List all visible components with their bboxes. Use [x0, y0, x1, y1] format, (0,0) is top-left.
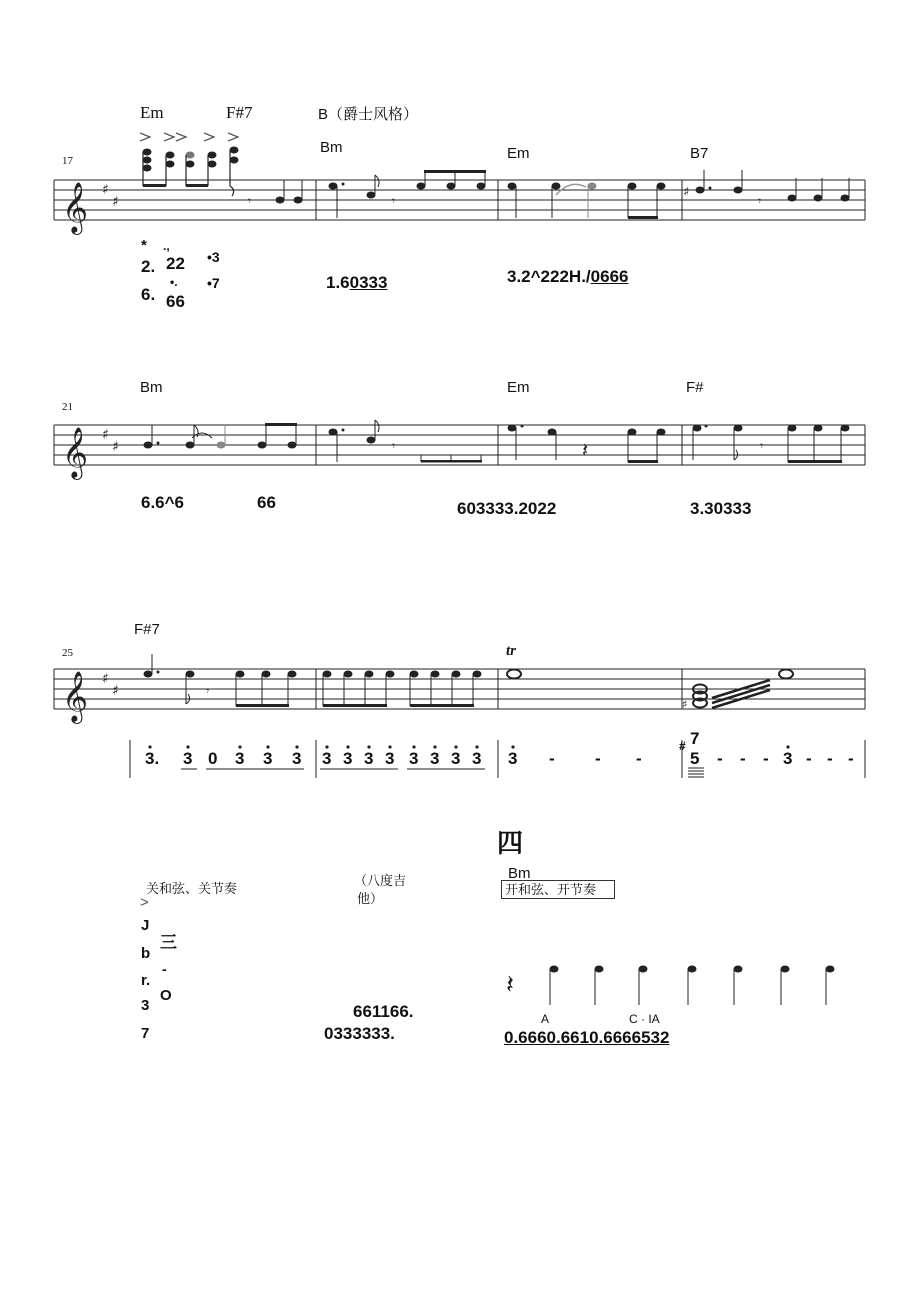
section-label: B（爵士风格） [318, 106, 419, 123]
jianpu-mark: * [141, 237, 147, 254]
jianpu-number: 3.30333 [690, 499, 752, 518]
chord-symbol: B7 [690, 145, 709, 162]
svg-text:♯: ♯ [102, 671, 109, 687]
jianpu-number: 0666 [590, 267, 629, 286]
jianpu-number: 3 [451, 749, 461, 768]
jianpu-dash: - [806, 749, 812, 768]
jianpu-dash: - [763, 749, 769, 768]
jianpu-number: •3 [207, 249, 220, 265]
jianpu-number: 66 [257, 493, 276, 512]
jianpu-number: 3 [292, 749, 302, 768]
jianpu-column: b [141, 945, 151, 962]
jianpu-number: 3 [235, 749, 245, 768]
jianpu-mark: ., [163, 239, 170, 253]
jianpu-number: 3 [263, 749, 273, 768]
chord-symbol: F#7 [226, 103, 253, 122]
jianpu-number: 3 [783, 749, 793, 768]
jianpu-number: 3 [385, 749, 395, 768]
svg-text:♯: ♯ [102, 427, 109, 443]
chord-small: A [541, 1012, 550, 1026]
svg-text:𝄞: 𝄞 [62, 427, 89, 478]
jianpu-number: 6.6^6 [141, 493, 185, 512]
measure-number: 21 [62, 401, 73, 413]
jianpu-mark: - [162, 961, 167, 977]
jianpu-number: 3 [343, 749, 353, 768]
measure-number: 17 [62, 155, 73, 167]
jianpu-number: 0333333. [324, 1024, 395, 1043]
section-title: 四 [497, 828, 524, 858]
svg-text:𝄾: 𝄾 [758, 194, 762, 208]
sharp-sign: # [679, 739, 686, 753]
section-label: 开和弦、开节奏 [501, 880, 615, 899]
svg-text:𝄽: 𝄽 [582, 438, 589, 462]
jianpu-number: 1.6 [326, 273, 350, 292]
jianpu-column: J [141, 917, 150, 934]
svg-text:𝄞: 𝄞 [62, 671, 89, 722]
jianpu-number: 661166. [353, 1002, 414, 1021]
chord-symbol: Em [507, 379, 530, 396]
jianpu-column: 3 [141, 997, 150, 1014]
svg-text:♯: ♯ [102, 182, 109, 198]
chord-small: C · IA [629, 1012, 660, 1026]
jianpu-number: 6. [141, 285, 156, 304]
jianpu-number: 0333 [349, 273, 388, 292]
jianpu-dash: - [740, 749, 746, 768]
jianpu-column: r. [141, 972, 151, 989]
jianpu-column: 7 [141, 1025, 150, 1042]
jianpu-number: 3 [430, 749, 440, 768]
jianpu-number: 3 [409, 749, 419, 768]
accent-mark: > [140, 894, 149, 911]
svg-text:𝄞: 𝄞 [62, 182, 89, 233]
jianpu-mark: O [160, 987, 172, 1004]
section-label: （八度吉 [354, 873, 407, 888]
jianpu-number: 3 [183, 749, 193, 768]
section-label: 他） [357, 891, 384, 906]
jianpu-number: 66 [166, 292, 185, 311]
jianpu-number: 3.2^222H./ [507, 267, 591, 286]
trill-mark: tr [506, 643, 517, 659]
svg-text:𝄾: 𝄾 [206, 684, 210, 698]
chord-symbol: F# [686, 379, 704, 396]
jianpu-number: 3 [364, 749, 374, 768]
jianpu-number: 3 [322, 749, 332, 768]
jianpu-number: 3 [472, 749, 482, 768]
jianpu-number: 3 [508, 749, 518, 768]
svg-text:♯: ♯ [682, 698, 688, 711]
jianpu-dash: - [549, 749, 555, 768]
chord-symbol: Bm [140, 379, 163, 396]
jianpu-dash: - [827, 749, 833, 768]
jianpu-number: 0.6660.6610.6666532 [504, 1028, 670, 1047]
svg-text:𝄾: 𝄾 [392, 194, 396, 208]
chord-symbol: F#7 [134, 621, 160, 638]
jianpu-number: 7 [690, 729, 700, 748]
svg-text:♯: ♯ [112, 683, 119, 699]
section-label: 关和弦、关节奏 [146, 881, 238, 896]
jianpu-mark: 三 [160, 933, 177, 952]
measure-number: 25 [62, 647, 73, 659]
chord-symbol: Bm [508, 865, 531, 882]
jianpu-number: 5 [690, 749, 700, 768]
jianpu-number: 2. [141, 257, 156, 276]
svg-text:♯: ♯ [112, 439, 119, 455]
svg-text:𝄽: 𝄽 [506, 970, 514, 1000]
chord-symbol: Bm [320, 139, 343, 156]
jianpu-dash: - [595, 749, 601, 768]
jianpu-number: 0 [208, 749, 218, 768]
jianpu-number: 3. [145, 749, 160, 768]
jianpu-number: 603333.2022 [457, 499, 557, 518]
jianpu-number: 22 [166, 254, 185, 273]
svg-text:♯: ♯ [112, 194, 119, 210]
svg-text:𝄾: 𝄾 [760, 439, 764, 453]
jianpu-number: •7 [207, 275, 220, 291]
svg-text:♯: ♯ [683, 185, 690, 200]
jianpu-dash: - [717, 749, 723, 768]
jianpu-dash: - [636, 749, 642, 768]
svg-text:𝄾: 𝄾 [392, 439, 396, 453]
chord-symbol: Em [140, 103, 164, 122]
chord-symbol: Em [507, 145, 530, 162]
jianpu-mark: •. [170, 275, 178, 289]
svg-text:𝄾: 𝄾 [248, 194, 252, 208]
jianpu-dash: - [848, 749, 854, 768]
